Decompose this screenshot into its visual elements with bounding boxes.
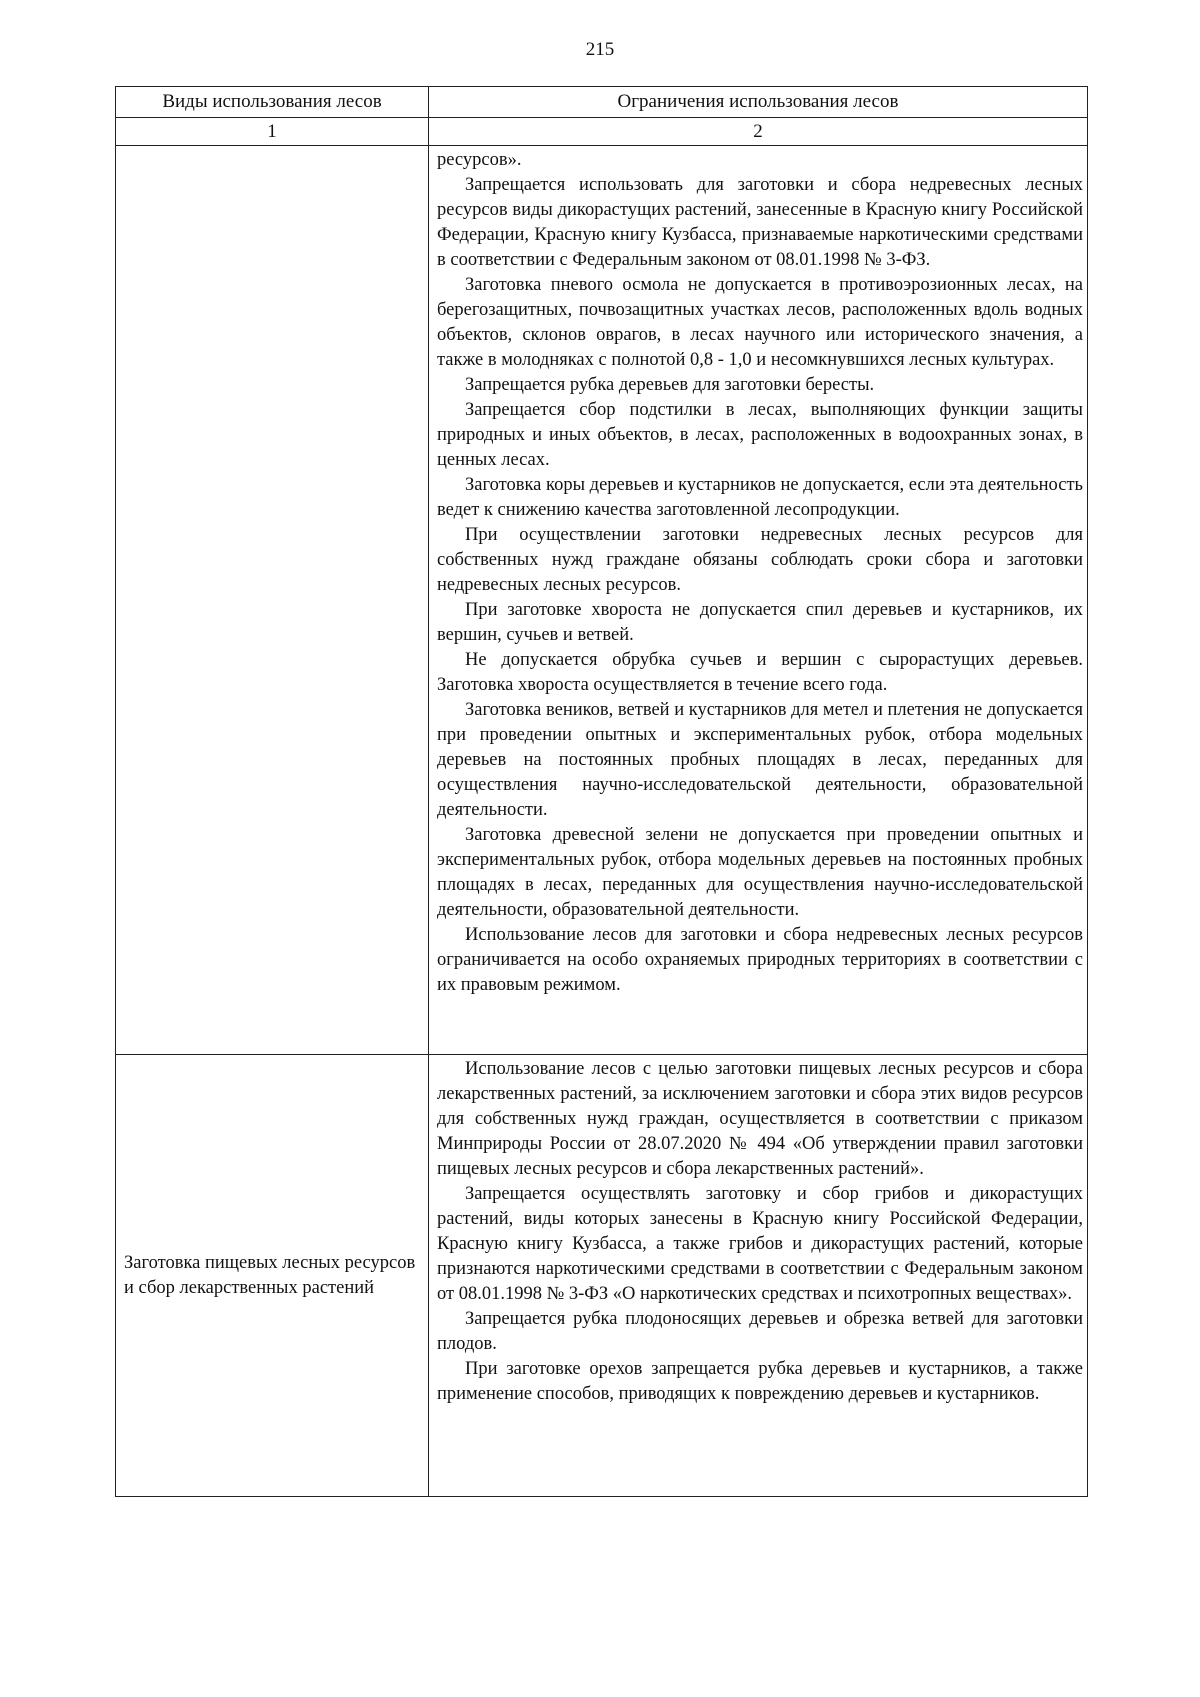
table-row: [116, 1055, 1088, 1497]
page-number: 215: [585, 39, 615, 60]
restriction-paragraph: Запрещается осуществлять заготовку и сбор грибов и дикорастущих растений, виды которых занесены в Красную книгу Российской Федерации, Красную книгу Кузбасса, а также грибов и дикорастущих растений, которые признаются наркотическими средствами в соответствии с Федеральным законом от 08.01.1998 № 3-ФЗ «О наркотических средствах и психотропных веществах».: [437, 1184, 1083, 1304]
restriction-paragraph: Заготовка коры деревьев и кустарников не допускается, если эта деятельность ведет к снижению качества заготовленной лесопродукции.: [437, 475, 1083, 520]
restriction-paragraph: Запрещается использовать для заготовки и сбора недревесных лесных ресурсов виды дикорастущих растений, занесенные в Красную книгу Российской Федерации, Красную книгу Кузбасса, признаваемые наркотическими средствами в соответствии с Федеральным законом от 08.01.1998 № 3-ФЗ.: [437, 175, 1083, 270]
header-use-types: Виды использования лесов: [116, 87, 429, 118]
restriction-paragraph: При заготовке орехов запрещается рубка деревьев и кустарников, а также применение способов, приводящих к повреждению деревьев и кустарников.: [437, 1359, 1083, 1404]
restriction-paragraph: Запрещается рубка плодоносящих деревьев и обрезка ветвей для заготовки плодов.: [437, 1309, 1083, 1354]
restriction-paragraph: Не допускается обрубка сучьев и вершин с сырорастущих деревьев. Заготовка хвороста осуществляется в течение всего года.: [437, 650, 1083, 695]
column-number-row: [116, 118, 1088, 146]
restriction-paragraph: При осуществлении заготовки недревесных лесных ресурсов для собственных нужд граждане обязаны соблюдать сроки сбора и заготовки недревесных лесных ресурсов.: [437, 525, 1083, 595]
restriction-paragraph: Заготовка пневого осмола не допускается в противоэрозионных лесах, на берегозащитных, почвозащитных участках лесов, расположенных вдоль водных объектов, склонов оврагов, в лесах научного или исторического значения, а также в молодняках с полнотой 0,8 - 1,0 и несомкнувшихся лесных культурах.: [437, 275, 1083, 370]
restriction-paragraph: ресурсов».: [437, 150, 522, 170]
restrictions-cell: [429, 146, 1088, 1055]
restriction-paragraph: Запрещается рубка деревьев для заготовки бересты.: [465, 375, 875, 395]
column-number: 1: [116, 118, 429, 146]
restrictions-cell: [429, 1055, 1088, 1497]
restriction-paragraph: Заготовка древесной зелени не допускается при проведении опытных и экспериментальных рубок, отбора модельных деревьев на постоянных пробных площадях в лесах, переданных для осуществления научно-исследовательской деятельности, образовательной деятельности.: [437, 825, 1083, 920]
restriction-paragraph: Использование лесов для заготовки и сбора недревесных лесных ресурсов ограничивается на особо охраняемых природных территориях в соответствии с их правовым режимом.: [437, 925, 1083, 995]
use-type-cell: Заготовка пищевых лесных ресурсов и сбор лекарственных растений: [116, 1055, 429, 1497]
header-use-restrictions: Ограничения использования лесов: [429, 87, 1088, 118]
table-row: [116, 146, 1088, 1055]
restriction-paragraph: Использование лесов с целью заготовки пищевых лесных ресурсов и сбора лекарственных растений, за исключением заготовки и сбора этих видов ресурсов для собственных нужд граждан, осуществляется в соответствии с приказом Минприроды России от 28.07.2020 № 494 «Об утверждении правил заготовки пищевых лесных ресурсов и сбора лекарственных растений».: [437, 1059, 1083, 1179]
use-type-cell: [116, 146, 429, 1055]
restriction-paragraph: Запрещается сбор подстилки в лесах, выполняющих функции защиты природных и иных объектов, в лесах, расположенных в водоохранных зонах, в ценных лесах.: [437, 400, 1083, 470]
restriction-paragraph: При заготовке хвороста не допускается спил деревьев и кустарников, их вершин, сучьев и ветвей.: [437, 600, 1083, 645]
column-number: 2: [429, 118, 1088, 146]
table-header-row: [116, 87, 1088, 118]
forest-use-restrictions-table: [115, 86, 1088, 1497]
restriction-paragraph: Заготовка веников, ветвей и кустарников для метел и плетения не допускается при проведении опытных и экспериментальных рубок, отбора модельных деревьев на постоянных пробных площадях в лесах, переданных для осуществления научно-исследовательской деятельности, образовательной деятельности.: [437, 700, 1084, 820]
